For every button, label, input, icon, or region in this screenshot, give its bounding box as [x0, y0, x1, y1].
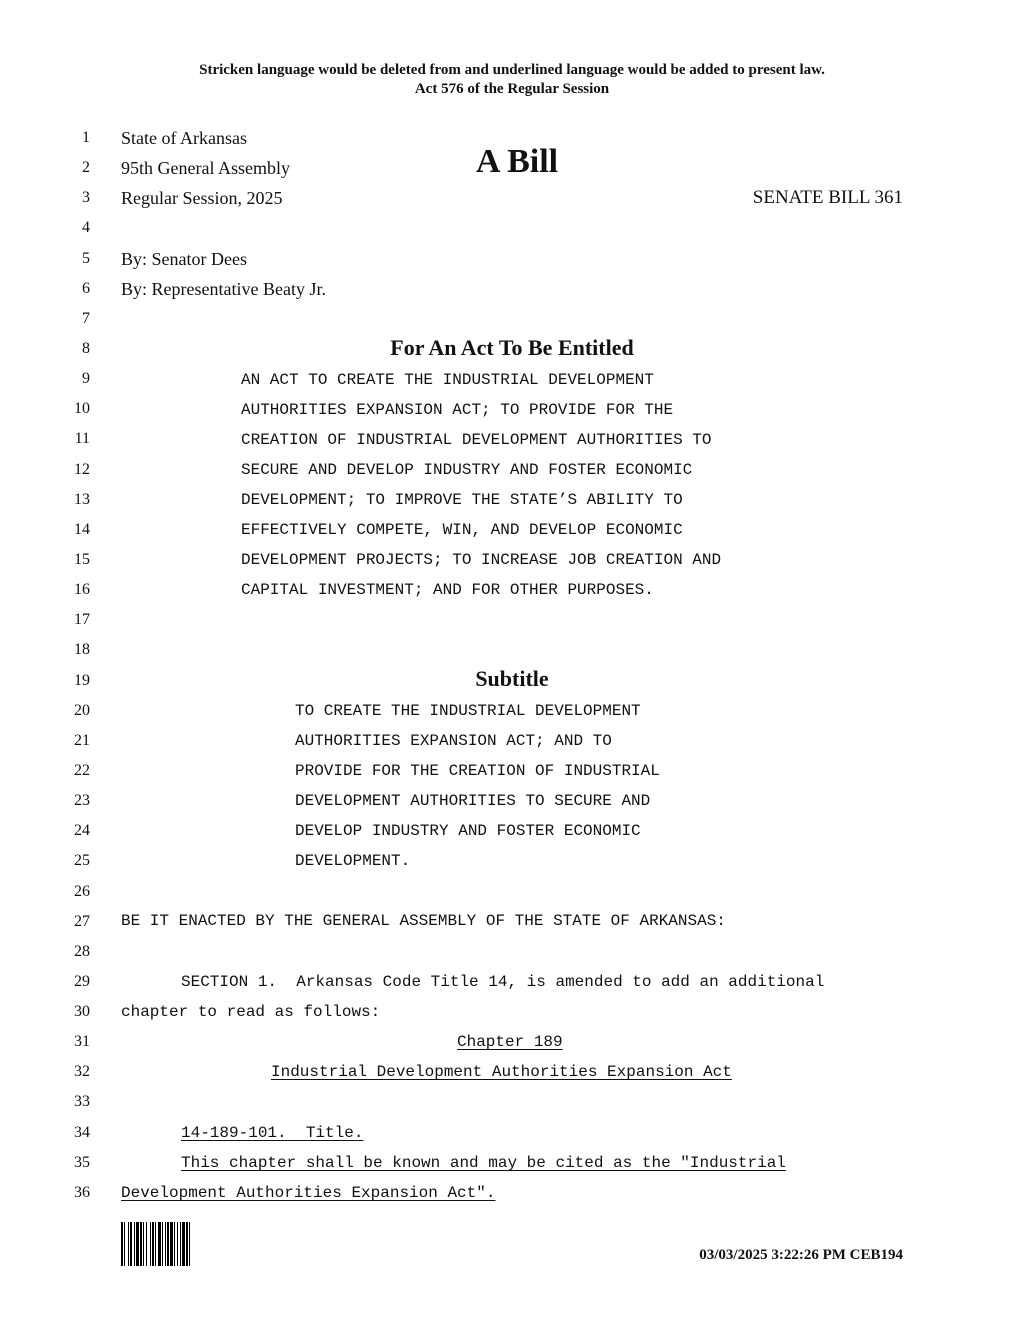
line-number: 13 [74, 490, 90, 508]
line-number: 32 [74, 1063, 90, 1081]
general-assembly: 95th General Assembly [121, 158, 290, 178]
barcode-bar [190, 1222, 192, 1266]
line-number: 15 [74, 550, 90, 568]
line-number: 6 [82, 279, 90, 297]
line-number: 28 [74, 942, 90, 960]
line-number: 21 [74, 731, 90, 749]
subtitle-line: AUTHORITIES EXPANSION ACT; AND TO [295, 732, 612, 750]
enacting-clause: BE IT ENACTED BY THE GENERAL ASSEMBLY OF THE STATE OF ARKANSAS: [121, 912, 726, 930]
line-number: 5 [82, 249, 90, 267]
session: Regular Session, 2025 [121, 188, 283, 208]
act-title-line: DEVELOPMENT PROJECTS; TO INCREASE JOB CREATION AND [241, 551, 722, 569]
line-number: 7 [82, 309, 90, 327]
line-number: 36 [74, 1183, 90, 1201]
house-sponsor: By: Representative Beaty Jr. [121, 279, 326, 299]
chapter-number: Chapter 189 [457, 1033, 563, 1051]
bill-number: SENATE BILL 361 [752, 187, 903, 208]
line-number: 27 [74, 912, 90, 930]
line-number: 10 [74, 400, 90, 418]
section-1-text: SECTION 1. Arkansas Code Title 14, is amended to add an additional [181, 973, 825, 991]
line-number: 35 [74, 1153, 90, 1171]
subtitle-line: TO CREATE THE INDUSTRIAL DEVELOPMENT [295, 702, 641, 720]
line-number: 2 [82, 159, 90, 177]
line-number: 25 [74, 852, 90, 870]
line-number: 22 [74, 761, 90, 779]
line-number: 24 [74, 822, 90, 840]
act-title-line: SECURE AND DEVELOP INDUSTRY AND FOSTER ECONOMIC [241, 461, 693, 479]
line-number: 4 [82, 219, 90, 237]
act-title-line: DEVELOPMENT; TO IMPROVE THE STATE’S ABILITY TO [241, 491, 683, 509]
section-1-text-cont: chapter to read as follows: [121, 1003, 381, 1021]
act-title-line: AUTHORITIES EXPANSION ACT; TO PROVIDE FOR THE [241, 401, 674, 419]
line-number: 26 [74, 882, 90, 900]
line-number: 8 [82, 339, 90, 357]
act-title-line: AN ACT TO CREATE THE INDUSTRIAL DEVELOPMENT [241, 371, 654, 389]
line-number: 20 [74, 701, 90, 719]
section-text-cont: Development Authorities Expansion Act". [121, 1184, 496, 1202]
line-number: 11 [74, 430, 90, 448]
line-number: 16 [74, 581, 90, 599]
state-name: State of Arkansas [121, 128, 247, 148]
line-number: 14 [74, 520, 90, 538]
line-number: 23 [74, 792, 90, 810]
section-heading: 14-189-101. Title. [181, 1124, 364, 1142]
line-number: 29 [74, 972, 90, 990]
line-number: 31 [74, 1033, 90, 1051]
line-number: 17 [74, 611, 90, 629]
barcode [121, 1222, 249, 1266]
act-title-heading: For An Act To Be Entitled [390, 335, 634, 360]
act-number: Act 576 of the Regular Session [414, 81, 610, 97]
section-text: This chapter shall be known and may be cited as the "Industrial [181, 1154, 786, 1172]
act-title-line: CREATION OF INDUSTRIAL DEVELOPMENT AUTHORITIES TO [241, 431, 712, 449]
line-number: 12 [74, 460, 90, 478]
timestamp-stamp: 03/03/2025 3:22:26 PM CEB194 [699, 1247, 903, 1263]
line-number: 18 [74, 641, 90, 659]
chapter-title: Industrial Development Authorities Expansion Act [271, 1063, 732, 1081]
act-title-line: EFFECTIVELY COMPETE, WIN, AND DEVELOP ECONOMIC [241, 521, 683, 539]
subtitle-line: PROVIDE FOR THE CREATION OF INDUSTRIAL [295, 762, 660, 780]
line-number: 19 [74, 671, 90, 689]
subtitle-heading: Subtitle [475, 666, 549, 691]
line-number: 33 [74, 1093, 90, 1111]
senate-sponsor: By: Senator Dees [121, 249, 247, 269]
subtitle-line: DEVELOPMENT AUTHORITIES TO SECURE AND [295, 792, 651, 810]
amendment-notice: Stricken language would be deleted from and underlined language would be added to present law. [199, 62, 825, 78]
act-title-line: CAPITAL INVESTMENT; AND FOR OTHER PURPOSES. [241, 581, 654, 599]
line-number: 3 [82, 189, 90, 207]
line-number: 34 [74, 1123, 90, 1141]
subtitle-line: DEVELOPMENT. [295, 852, 411, 870]
subtitle-line: DEVELOP INDUSTRY AND FOSTER ECONOMIC [295, 822, 641, 840]
line-number: 30 [74, 1003, 90, 1021]
line-number: 1 [82, 129, 90, 146]
bill-title: A Bill [475, 143, 559, 180]
line-number: 9 [82, 370, 90, 388]
